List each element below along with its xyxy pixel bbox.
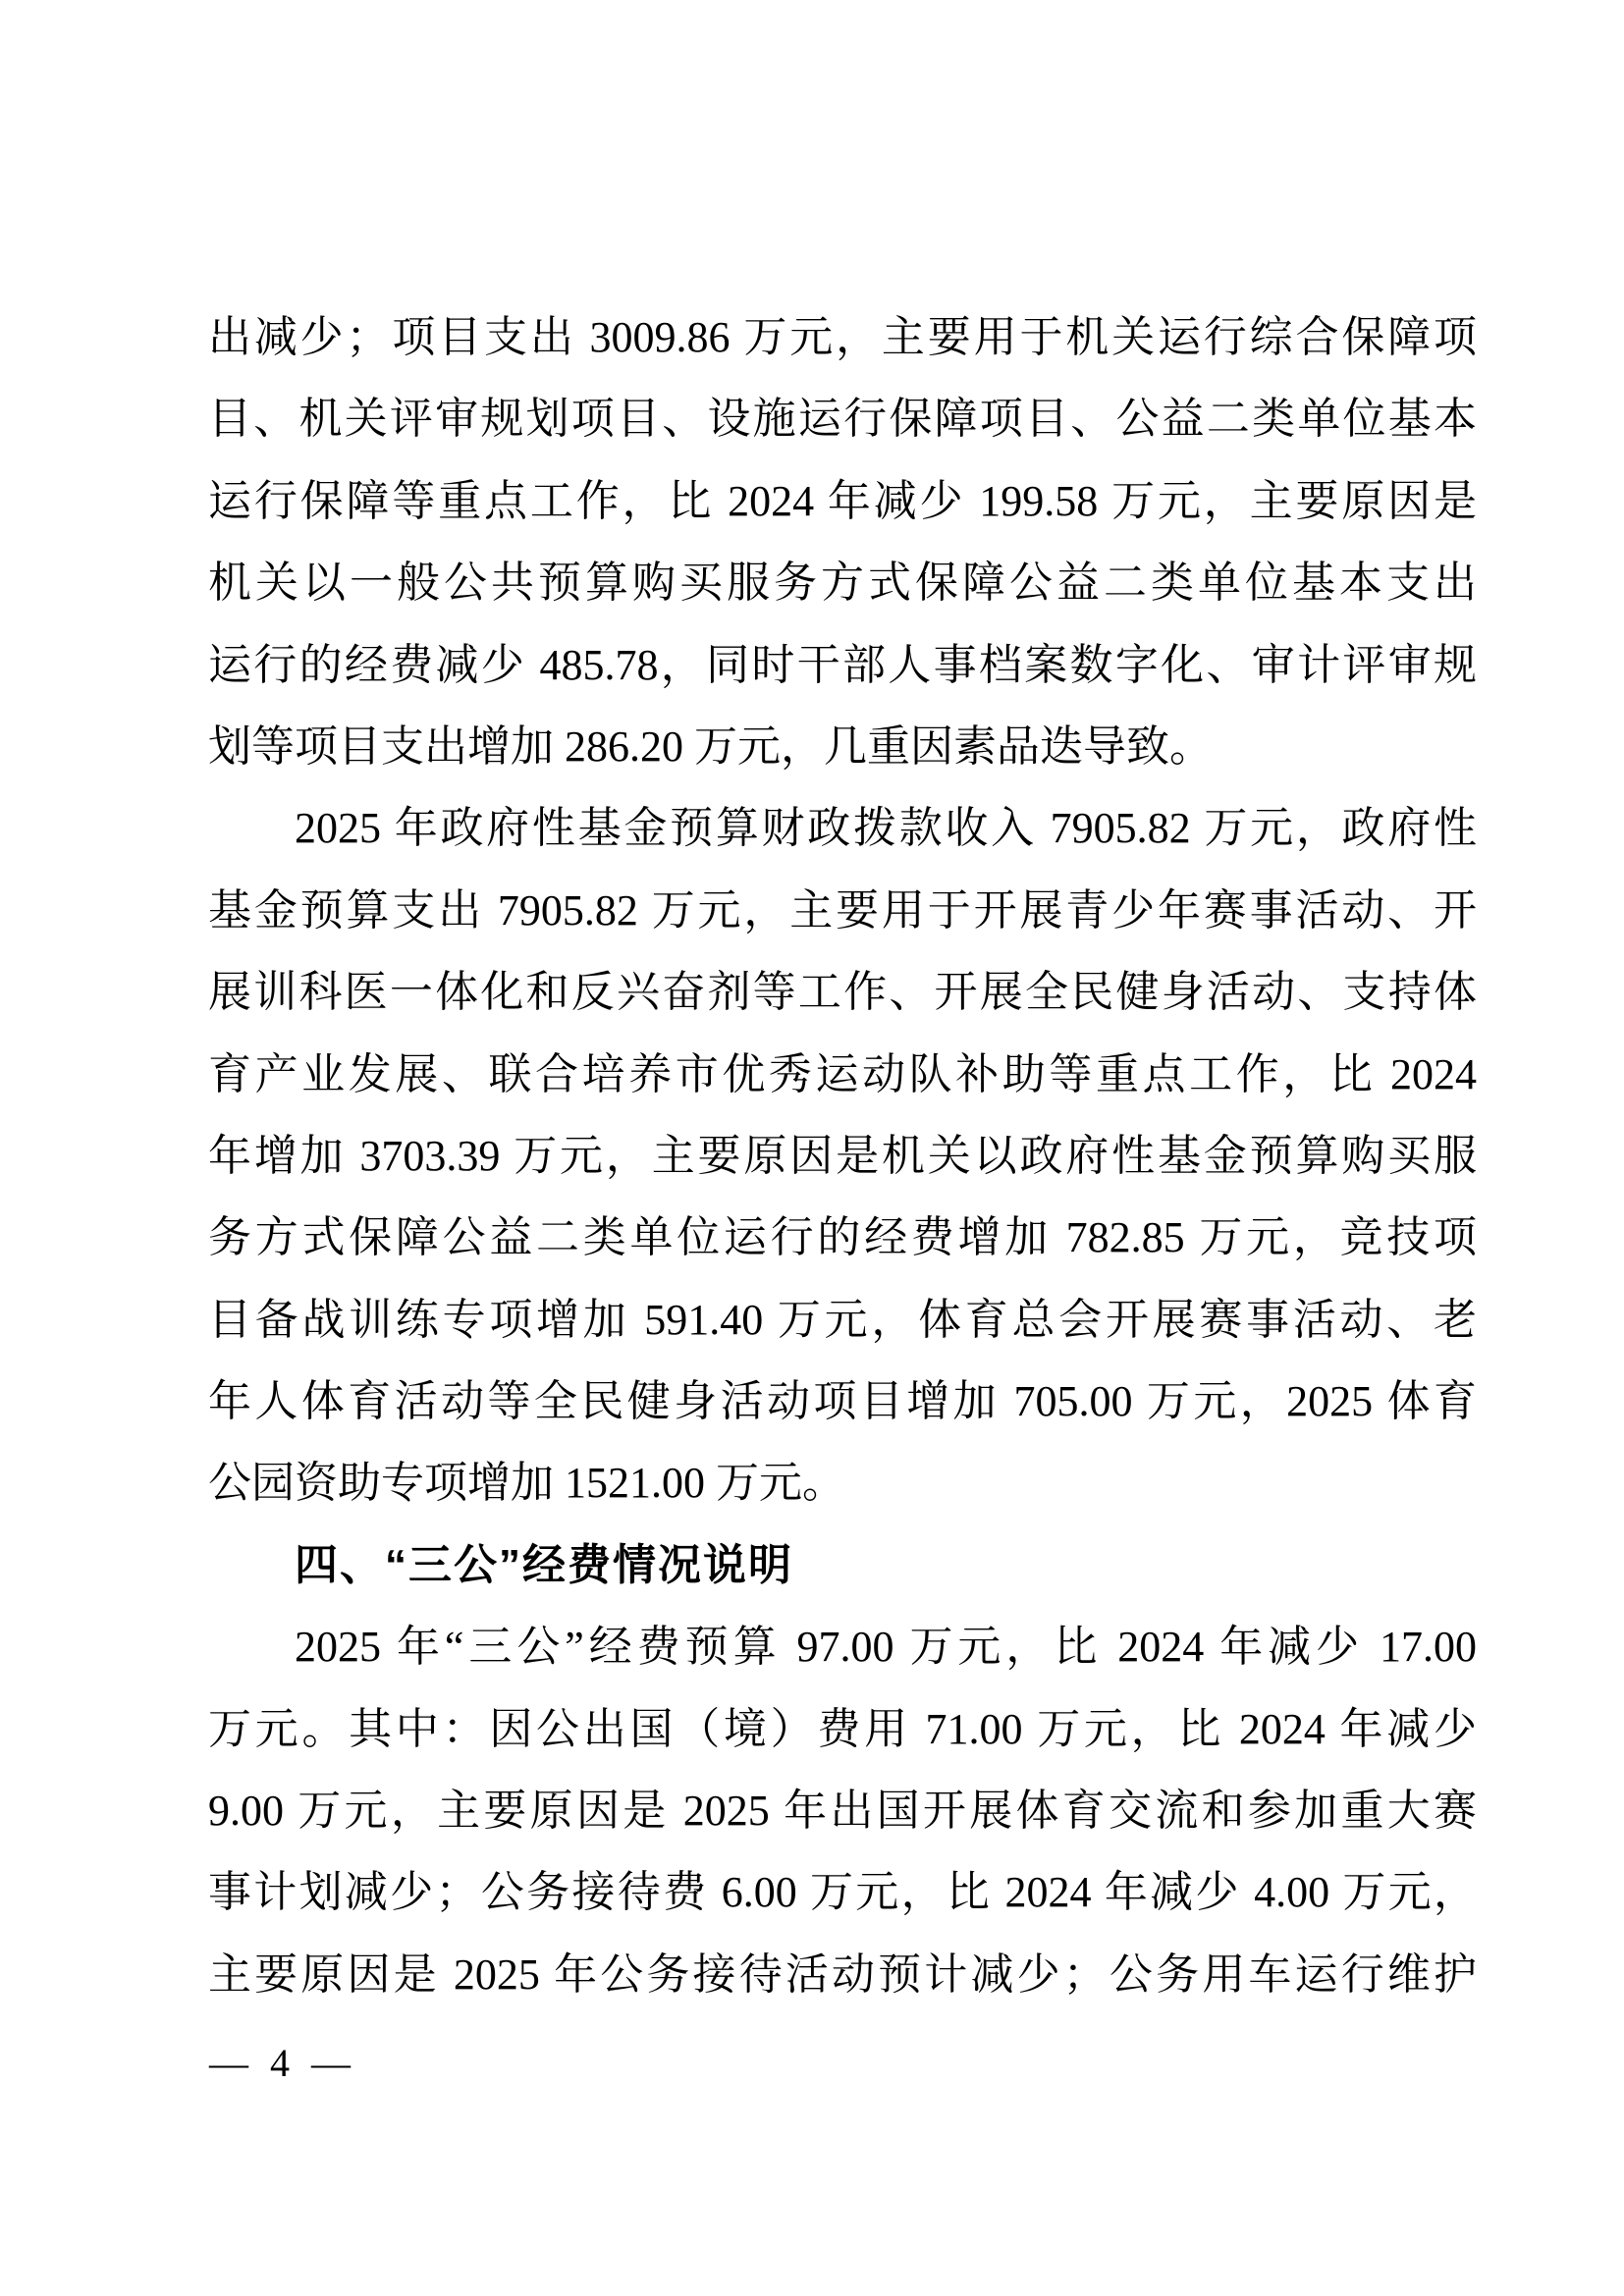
text-line: 运行的经费减少 485.78，同时干部人事档案数字化、审计评审规 [208, 640, 1477, 689]
text-line: 年增加 3703.39 万元，主要原因是机关以政府性基金预算购买服 [208, 1131, 1477, 1180]
text-line: 目、机关评审规划项目、设施运行保障项目、公益二类单位基本 [208, 395, 1477, 444]
text-line: 展训科医一体化和反兴奋剂等工作、开展全民健身活动、支持体 [208, 968, 1477, 1017]
section-heading: 四、“三公”经费情况说明 [295, 1540, 793, 1589]
page-number: — 4 — [209, 2041, 356, 2085]
document-body [208, 296, 1477, 2015]
text-line: 万元。其中：因公出国（境）费用 71.00 万元，比 2024 年减少 [208, 1704, 1477, 1753]
text-line: 主要原因是 2025 年公务接待活动预计减少；公务用车运行维护 [208, 1949, 1477, 1999]
text-line: 机关以一般公共预算购买服务方式保障公益二类单位基本支出 [208, 559, 1477, 608]
text-line: 运行保障等重点工作，比 2024 年减少 199.58 万元，主要原因是 [208, 476, 1477, 525]
text-line: 育产业发展、联合培养市优秀运动队补助等重点工作，比 2024 [208, 1049, 1477, 1098]
text-line: 基金预算支出 7905.82 万元，主要用于开展青少年赛事活动、开 [208, 885, 1477, 934]
text-line: 划等项目支出增加 286.20 万元，几重因素品迭导致。 [208, 721, 1213, 771]
text-line: 目备战训练专项增加 591.40 万元，体育总会开展赛事活动、老 [208, 1295, 1477, 1344]
text-line: 年人体育活动等全民健身活动项目增加 705.00 万元，2025 体育 [208, 1377, 1477, 1426]
text-line: 出减少；项目支出 3009.86 万元，主要用于机关运行综合保障项 [208, 313, 1477, 361]
text-line: 2025 年“三公”经费预算 97.00 万元，比 2024 年减少 17.00 [295, 1623, 1477, 1672]
text-line: 务方式保障公益二类单位运行的经费增加 782.85 万元，竞技项 [208, 1213, 1477, 1262]
text-line: 事计划减少；公务接待费 6.00 万元，比 2024 年减少 4.00 万元， [208, 1868, 1477, 1917]
text-line: 2025 年政府性基金预算财政拨款收入 7905.82 万元，政府性 [295, 804, 1477, 853]
text-line: 9.00 万元，主要原因是 2025 年出国开展体育交流和参加重大赛 [208, 1787, 1477, 1836]
text-line: 公园资助专项增加 1521.00 万元。 [208, 1459, 845, 1508]
